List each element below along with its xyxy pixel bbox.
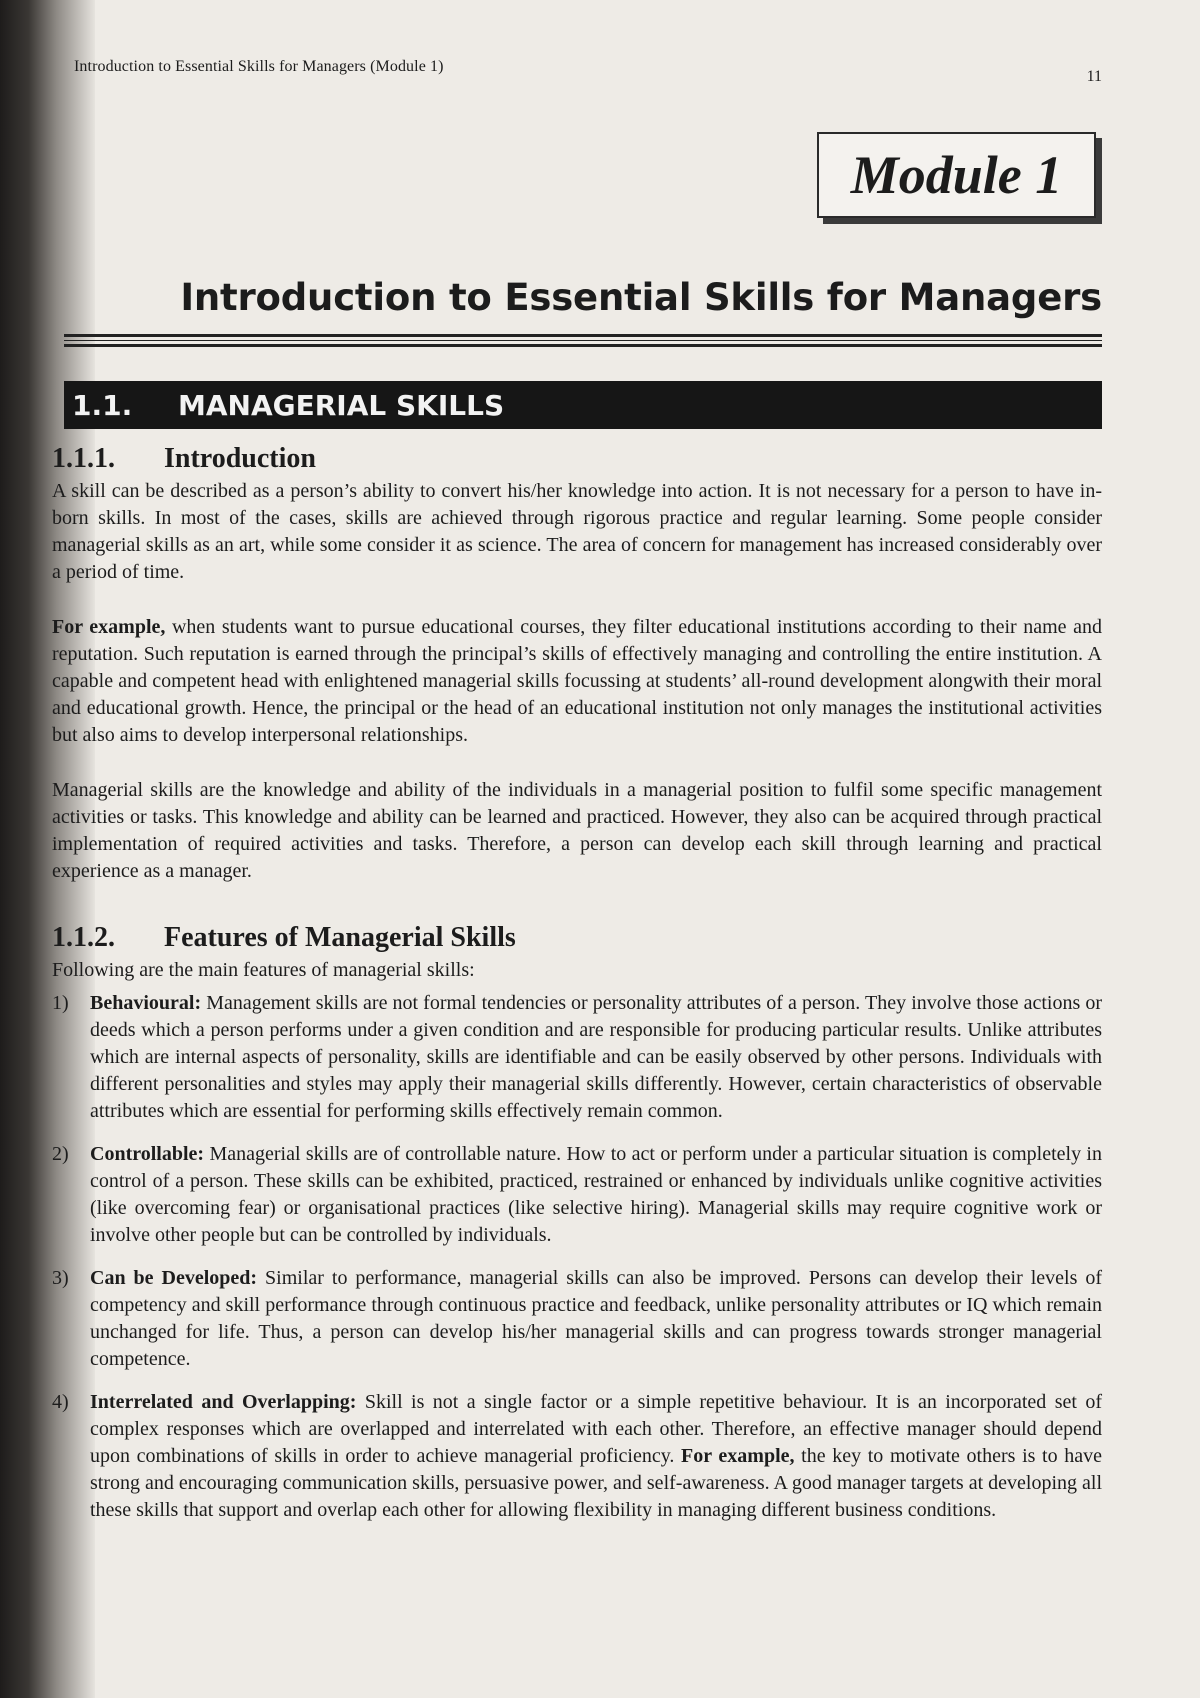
features-lead: Following are the main features of managerial skills: bbox=[52, 959, 475, 981]
title-rule-mid bbox=[64, 340, 1102, 341]
list-item-term: Behavioural: bbox=[90, 992, 202, 1014]
list-item-example-text: the key to motivate others is to have strong and encouraging communication skills, persuasive power, and self-awareness. A good manager targets at developing all these skills that support and overlap each other for allowing flexibility in managing different business conditions. bbox=[90, 1445, 1103, 1521]
list-item bbox=[52, 1389, 1102, 1524]
subsection-heading-features bbox=[52, 919, 1102, 957]
title-rule-top bbox=[64, 334, 1102, 337]
paragraph-example bbox=[52, 614, 1102, 749]
list-item-example-lead: For example, bbox=[681, 1445, 795, 1467]
paragraph-managerial-skills: Managerial skills are the knowledge and ability of the individuals in a managerial position to fulfil some specific management activities or tasks. This knowledge and ability can be learned and practiced. However, they also can be acquired through practical implementation of required activities and tasks. Therefore, a person can develop each skill through learning and practical experience as a manager. bbox=[52, 779, 1102, 882]
list-item-text: Skill is not a single factor or a simple repetitive behaviour. It is an incorporated set of complex responses which are overlapped and interrelated with each other. Therefore, an effective manager should depend upon combinations of skills in order to achieve managerial proficiency. bbox=[90, 1391, 1102, 1467]
list-item-number: 3) bbox=[52, 1267, 69, 1289]
list-item-text: Managerial skills are of controllable nature. How to act or perform under a particular situation is completely in control of a person. These skills can be exhibited, practiced, restrained or enhanced by individuals unlike cognitive activities (like overcoming fear) or organisational practices (like selective hiring). Managerial skills may require cognitive work or involve other people but can be controlled by individuals. bbox=[90, 1143, 1102, 1246]
list-item-text: Similar to performance, managerial skills can also be improved. Persons can develop their levels of competency and skill performance through continuous practice and feedback, unlike personality attributes or IQ which remain unchanged for life. Thus, a person can develop his/her managerial skills and can progress towards stronger managerial competence. bbox=[90, 1267, 1103, 1370]
list-item-term: Interrelated and Overlapping: bbox=[90, 1391, 357, 1413]
running-header: Introduction to Essential Skills for Managers (Module 1) bbox=[74, 58, 444, 75]
subsection-number: 1.1.2. bbox=[52, 922, 115, 953]
list-item-number: 4) bbox=[52, 1391, 69, 1413]
book-page bbox=[52, 0, 1102, 1698]
section-heading-bar bbox=[64, 381, 1102, 429]
features-list bbox=[52, 990, 1102, 1524]
list-item-term: Can be Developed: bbox=[90, 1267, 258, 1289]
list-item bbox=[52, 1265, 1102, 1373]
example-text: when students want to pursue educational courses, they filter educational institutions according to their name and reputation. Such reputation is earned through the principal’s skills of effectively managing and controlling the entire institution. A capable and competent head with enlightened managerial skills focussing at students’ all-round development alongwith their moral and educational growth. Hence, the principal or the head of an educational institution not only manages the institutional activities but also aims to develop interpersonal relationships. bbox=[52, 616, 1102, 746]
chapter-title: Introduction to Essential Skills for Managers bbox=[180, 276, 1102, 319]
list-item bbox=[52, 990, 1102, 1125]
module-label: Module 1 bbox=[850, 145, 1063, 205]
list-item-text: Management skills are not formal tendencies or personality attributes of a person. They involve those actions or deeds which a person performs under a given condition and are responsible for producing particular results. Unlike attributes which are internal aspects of personality, skills are identifiable and can be easily observed by other persons. Individuals with different personalities and styles may apply their managerial skills differently. However, certain characteristics of observable attributes which are essential for performing skills effectively remain common. bbox=[90, 992, 1102, 1122]
list-item bbox=[52, 1141, 1102, 1249]
subsection-heading-introduction bbox=[52, 440, 1102, 478]
paragraph-skill-definition: A skill can be described as a person’s ability to convert his/her knowledge into action. It is not necessary for a person to have in-born skills. In most of the cases, skills are achieved through rigorous practice and regular learning. Some people consider managerial skills as an art, while some consider it as science. The area of concern for management has increased considerably over a period of time. bbox=[52, 480, 1102, 583]
list-item-term: Controllable: bbox=[90, 1143, 205, 1165]
list-item-number: 2) bbox=[52, 1143, 69, 1165]
example-lead: For example, bbox=[52, 616, 166, 638]
title-rule-bottom bbox=[64, 344, 1102, 347]
section-number: 1.1. bbox=[72, 388, 133, 422]
module-label-box bbox=[817, 132, 1096, 218]
list-item-number: 1) bbox=[52, 992, 69, 1014]
subsection-number: 1.1.1. bbox=[52, 443, 115, 474]
section-title: MANAGERIAL SKILLS bbox=[178, 388, 505, 422]
subsection-title: Features of Managerial Skills bbox=[164, 922, 516, 953]
page-content bbox=[52, 440, 1102, 1540]
subsection-title: Introduction bbox=[164, 443, 316, 474]
page-number: 11 bbox=[1086, 68, 1102, 85]
